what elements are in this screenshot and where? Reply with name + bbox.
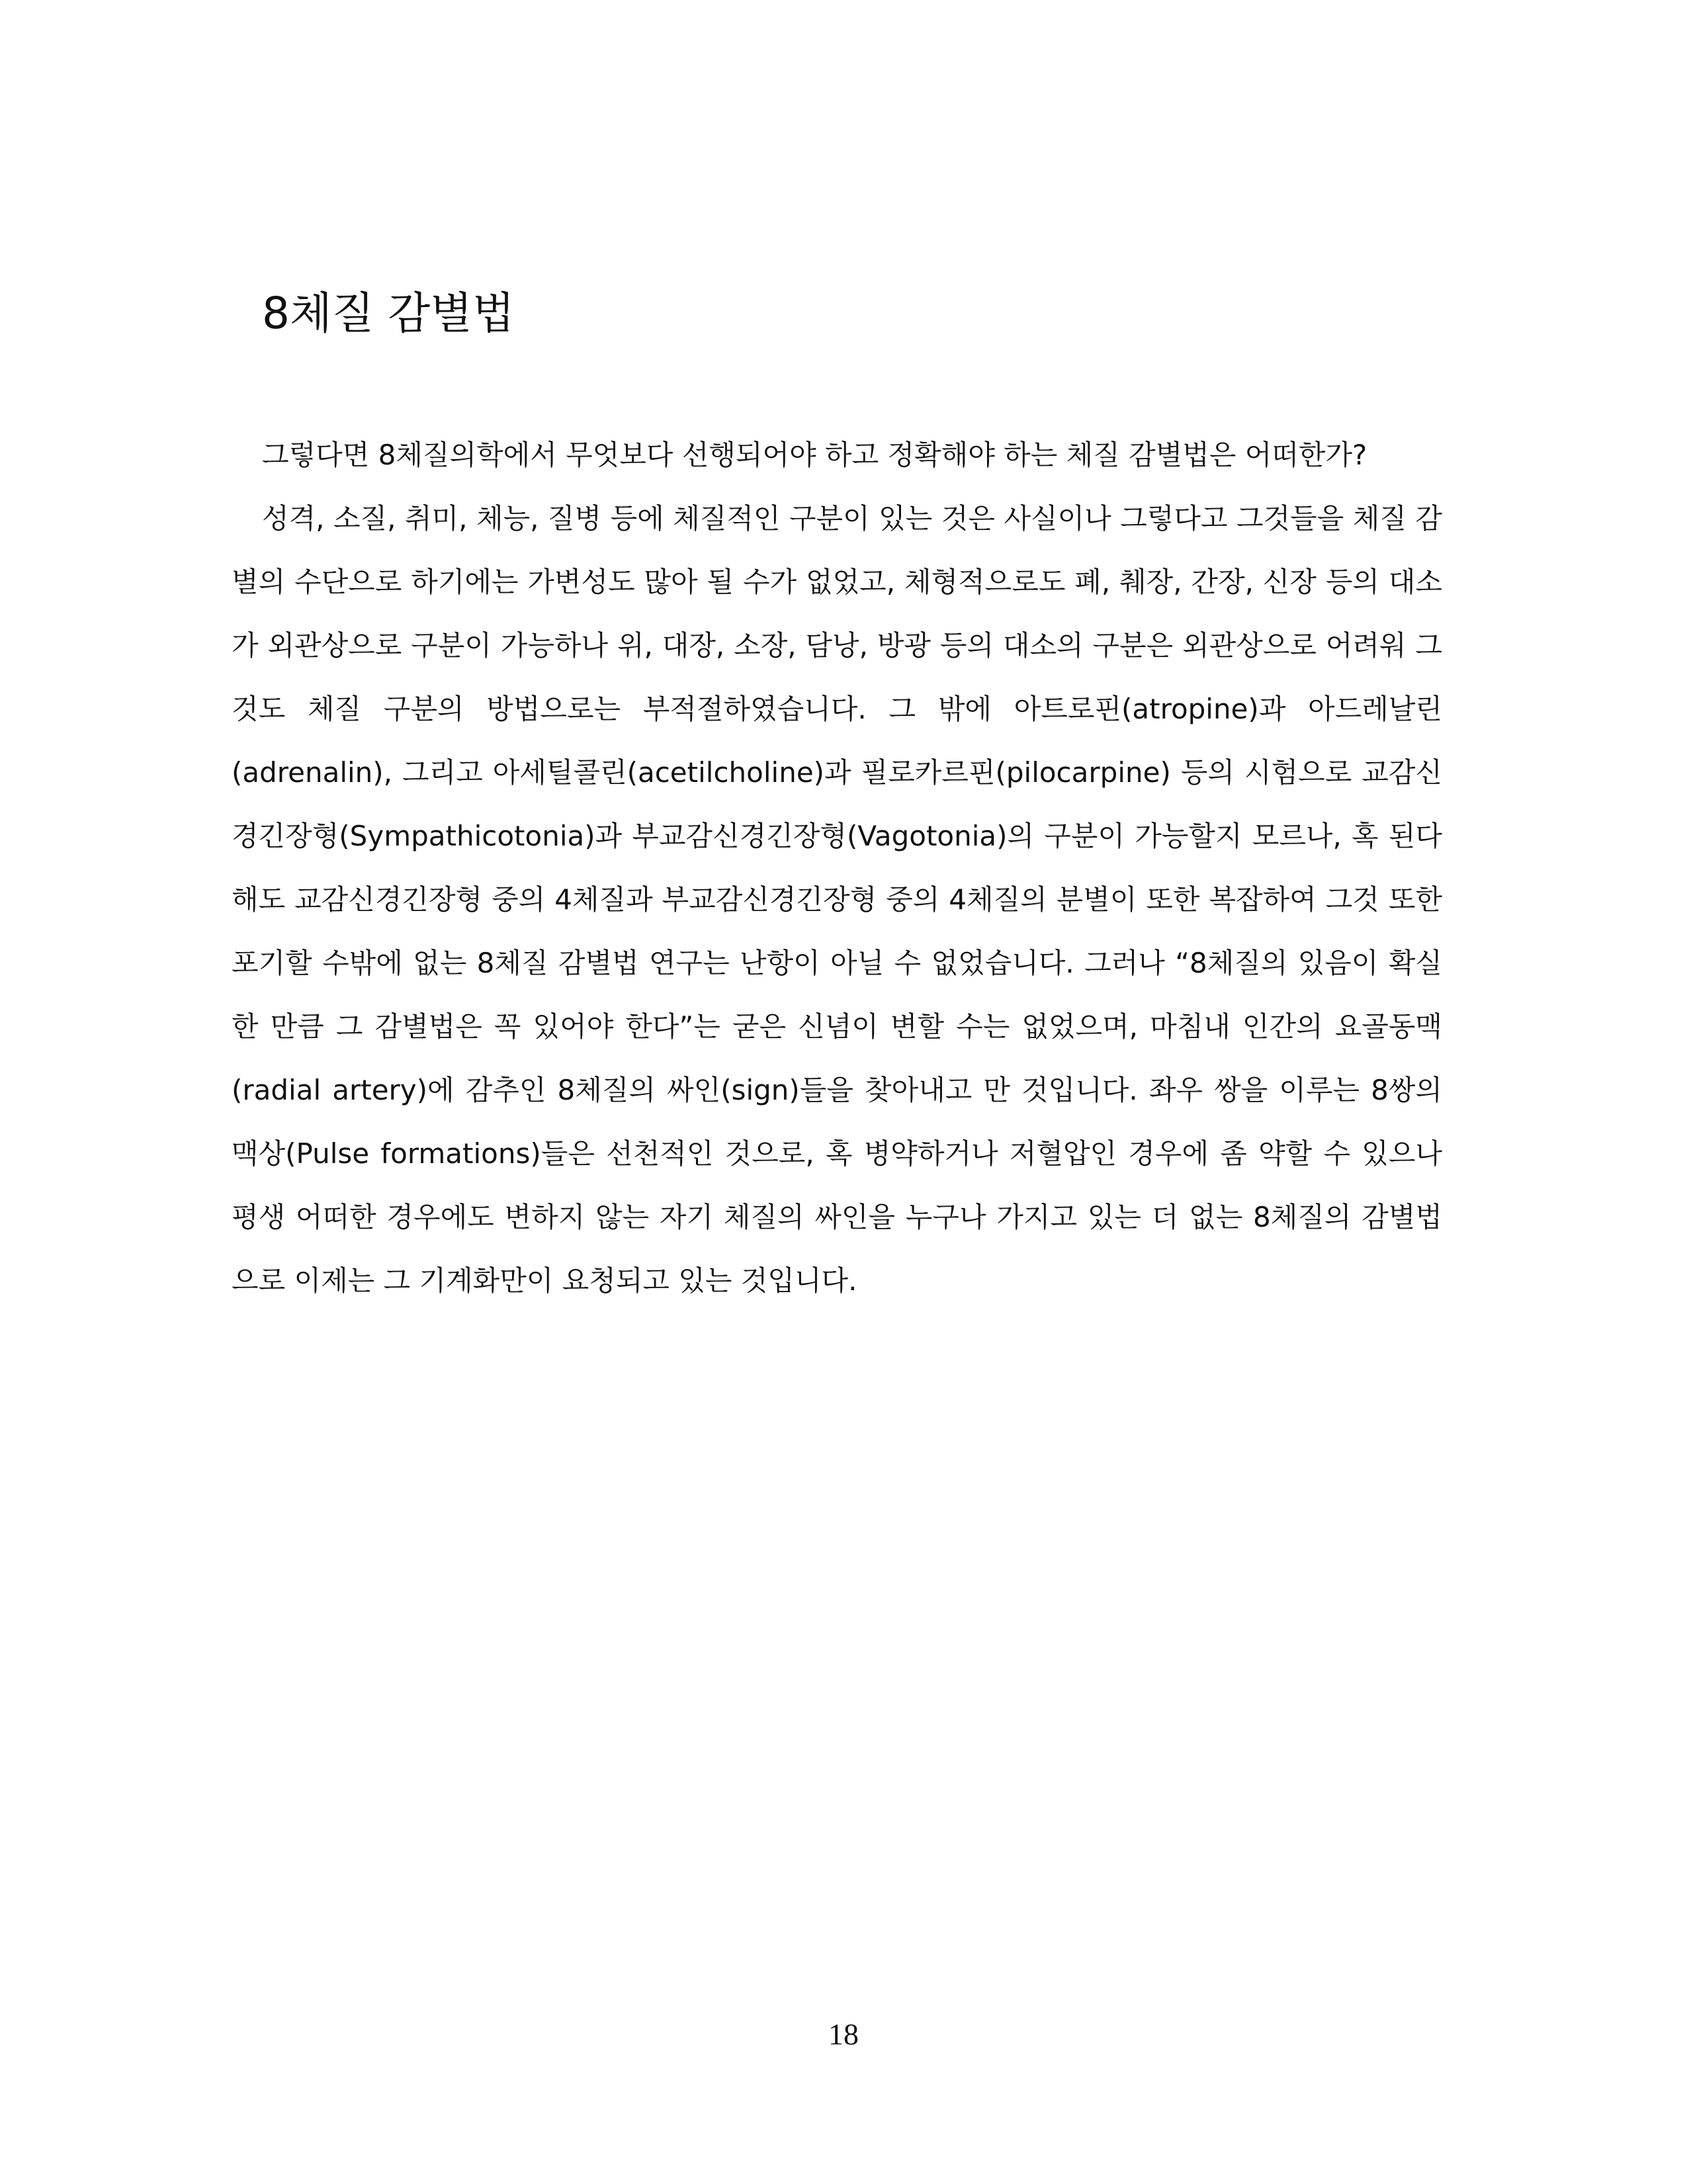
section-heading: 8체질 감별법 (262, 288, 515, 339)
paragraph-intro-question: 그렇다면 8체질의학에서 무엇보다 선행되어야 하고 정확해야 하는 체질 감별법은 어떠한가? (262, 439, 1367, 471)
page-number: 18 (828, 2017, 859, 2051)
body-text (232, 423, 1442, 1313)
paragraph-main: 성격, 소질, 취미, 체능, 질병 등에 체질적인 구분이 있는 것은 사실이나 그렇다고 그것들을 체질 감별의 수단으로 하기에는 가변성도 많아 될 수가 없었고, 체형적으로도 폐, 췌장, 간장, 신장 등의 대소가 외관상으로 구분이 가능하나 위, 대장, 소장, 담낭, 방광 등의 대소의 구분은 외관상으로 어려워 그것도 체질 구분의 방법으로는 부적절하였습니다. 그 밖에 아트로핀(atropine)과 아드레날린(adrenalin), 그리고 아세틸콜린(acetilcholine)과 필로카르핀(pilocarpine) 등의 시험으로 교감신경긴장형(Sympathicotonia)과 부교감신경긴장형(Vagotonia)의 구분이 가능할지 모르나, 혹 된다 해도 교감신경긴장형 중의 4체질과 부교감신경긴장형 중의 4체질의 분별이 또한 복잡하여 그것 또한 포기할 수밖에 없는 8체질 감별법 연구는 난항이 아닐 수 없었습니다. 그러나 “8체질의 있음이 확실한 만큼 그 감별법은 꼭 있어야 한다”는 굳은 신념이 변할 수는 없었으며, 마침내 인간의 요골동맥(radial artery)에 감추인 8체질의 싸인(sign)들을 찾아내고 만 것입니다. 좌우 쌍을 이루는 8쌍의 맥상(Pulse formations)들은 선천적인 것으로, 혹 병약하거나 저혈압인 경우에 좀 약할 수 있으나 평생 어떠한 경우에도 변하지 않는 자기 체질의 싸인을 누구나 가지고 있는 더 없는 8체질의 감별법으로 이제는 그 기계화만이 요청되고 있는 것입니다. (232, 502, 1442, 1297)
